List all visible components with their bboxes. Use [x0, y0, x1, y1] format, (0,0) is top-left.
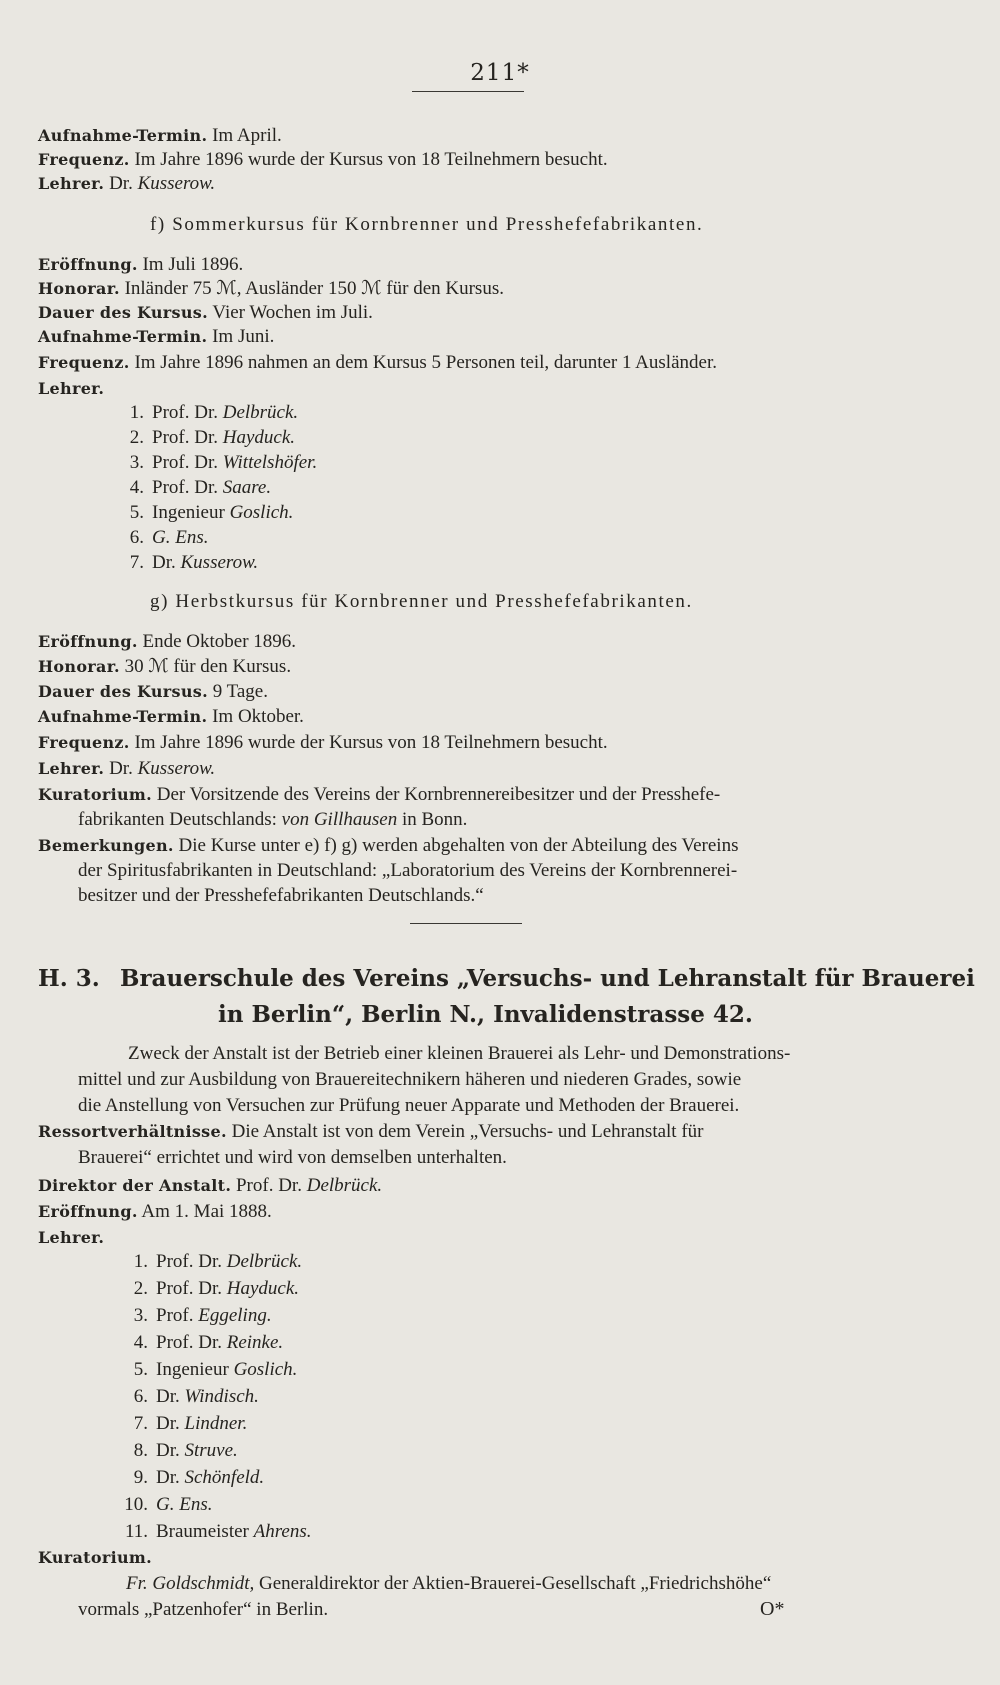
h3-direktor-line: Direktor der Anstalt. Prof. Dr. Delbrück. — [38, 1175, 383, 1196]
section-g-title: g) Herbstkursus für Kornbrenner und Presshefefabrikanten. — [150, 591, 693, 612]
teacher-item: 4. Prof. Dr. Saare. — [129, 477, 272, 498]
g-kuratorium-line: Kuratorium. Der Vorsitzende des Vereins der Kornbrennereibesitzer und der Presshefe- — [38, 784, 721, 805]
signature-mark: O* — [760, 1598, 785, 1620]
teacher-item: 4. Prof. Dr. Reinke. — [133, 1332, 284, 1353]
aufnahme-line: Aufnahme-Termin. Im April. — [38, 125, 282, 146]
h3-lehrer-label: Lehrer. — [38, 1228, 105, 1247]
teacher-item: 7. Dr. Kusserow. — [129, 552, 259, 573]
page-number: 211* — [470, 60, 530, 86]
teacher-item: 3. Prof. Eggeling. — [133, 1305, 272, 1326]
teacher-item: 1. Prof. Dr. Delbrück. — [133, 1251, 303, 1272]
frequenz-line: Frequenz. Im Jahre 1896 wurde der Kursus von 18 Teilnehmern besucht. — [38, 149, 608, 170]
teacher-item: 9. Dr. Schönfeld. — [133, 1467, 265, 1488]
teacher-item: 11. Braumeister Ahrens. — [124, 1521, 312, 1542]
f-aufnahme-line: Aufnahme-Termin. Im Juni. — [38, 326, 275, 347]
h3-kuratorium-line2: vormals „Patzenhofer“ in Berlin. — [78, 1599, 329, 1620]
teacher-item: 2. Prof. Dr. Hayduck. — [133, 1278, 300, 1299]
g-aufnahme-line: Aufnahme-Termin. Im Oktober. — [38, 706, 304, 727]
teacher-item: 3. Prof. Dr. Wittelshöfer. — [129, 452, 318, 473]
f-lehrer-label: Lehrer. — [38, 379, 105, 398]
g-bemerkungen-line: Bemerkungen. Die Kurse unter e) f) g) werden abgehalten von der Abteilung des Vereins — [38, 835, 739, 856]
teacher-item: 2. Prof. Dr. Hayduck. — [129, 427, 296, 448]
g-kuratorium-line2: fabrikanten Deutschlands: von Gillhausen in Bonn. — [78, 809, 468, 830]
teacher-item: 5. Ingenieur Goslich. — [129, 502, 294, 523]
f-frequenz-line: Frequenz. Im Jahre 1896 nahmen an dem Kursus 5 Personen teil, darunter 1 Ausländer. — [38, 352, 717, 373]
h3-intro-line1: Zweck der Anstalt ist der Betrieb einer kleinen Brauerei als Lehr- und Demonstrations- — [128, 1043, 791, 1064]
teacher-item: 7. Dr. Lindner. — [133, 1413, 248, 1434]
g-frequenz-line: Frequenz. Im Jahre 1896 wurde der Kursus von 18 Teilnehmern besucht. — [38, 732, 608, 753]
h3-kuratorium-label: Kuratorium. — [38, 1548, 152, 1567]
section-h3-heading-line2: in Berlin“, Berlin N., Invalidenstrasse 42. — [218, 1001, 753, 1028]
teacher-item: 5. Ingenieur Goslich. — [133, 1359, 298, 1380]
teacher-item: 8. Dr. Struve. — [133, 1440, 238, 1461]
h3-intro-line3: die Anstellung von Versuchen zur Prüfung neuer Apparate und Methoden der Brauerei. — [78, 1095, 740, 1116]
teacher-item: 10. G. Ens. — [124, 1494, 213, 1515]
g-lehrer-line: Lehrer. Dr. Kusserow. — [38, 758, 216, 779]
h3-eroeffnung-line: Eröffnung. Am 1. Mai 1888. — [38, 1201, 272, 1222]
f-dauer-line: Dauer des Kursus. Vier Wochen im Juli. — [38, 302, 373, 323]
g-honorar-line: Honorar. 30 ℳ für den Kursus. — [38, 656, 292, 677]
g-bemerkungen-line3: besitzer und der Presshefefabrikanten Deutschlands.“ — [78, 885, 484, 906]
section-f-title: f) Sommerkursus für Kornbrenner und Presshefefabrikanten. — [150, 214, 704, 235]
h3-kuratorium-line1: Fr. Goldschmidt, Generaldirektor der Aktien-Brauerei-Gesellschaft „Friedrichshöhe“ — [126, 1573, 772, 1594]
section-h3-heading: H. 3. Brauerschule des Vereins „Versuchs- und Lehranstalt für Brauerei — [38, 965, 975, 992]
g-eroeffnung-line: Eröffnung. Ende Oktober 1896. — [38, 631, 297, 652]
section-divider — [410, 923, 522, 924]
f-eroeffnung-line: Eröffnung. Im Juli 1896. — [38, 254, 244, 275]
header-rule — [412, 91, 524, 92]
g-dauer-line: Dauer des Kursus. 9 Tage. — [38, 681, 268, 702]
teacher-item: 1. Prof. Dr. Delbrück. — [129, 402, 299, 423]
teacher-item: 6. Dr. Windisch. — [133, 1386, 259, 1407]
g-bemerkungen-line2: der Spiritusfabrikanten in Deutschland: „Laboratorium des Vereins der Kornbrennerei- — [78, 860, 738, 881]
f-honorar-line: Honorar. Inländer 75 ℳ, Ausländer 150 ℳ für den Kursus. — [38, 278, 504, 299]
h3-intro-line2: mittel und zur Ausbildung von Brauereitechnikern häheren und niederen Grades, sowie — [78, 1069, 742, 1090]
h3-ressort-line: Ressortverhältnisse. Die Anstalt ist von dem Verein „Versuchs- und Lehranstalt für — [38, 1121, 704, 1142]
lehrer-line: Lehrer. Dr. Kusserow. — [38, 173, 216, 194]
h3-ressort-line2: Brauerei“ errichtet und wird von demselben unterhalten. — [78, 1147, 507, 1168]
teacher-item: 6. G. Ens. — [129, 527, 209, 548]
